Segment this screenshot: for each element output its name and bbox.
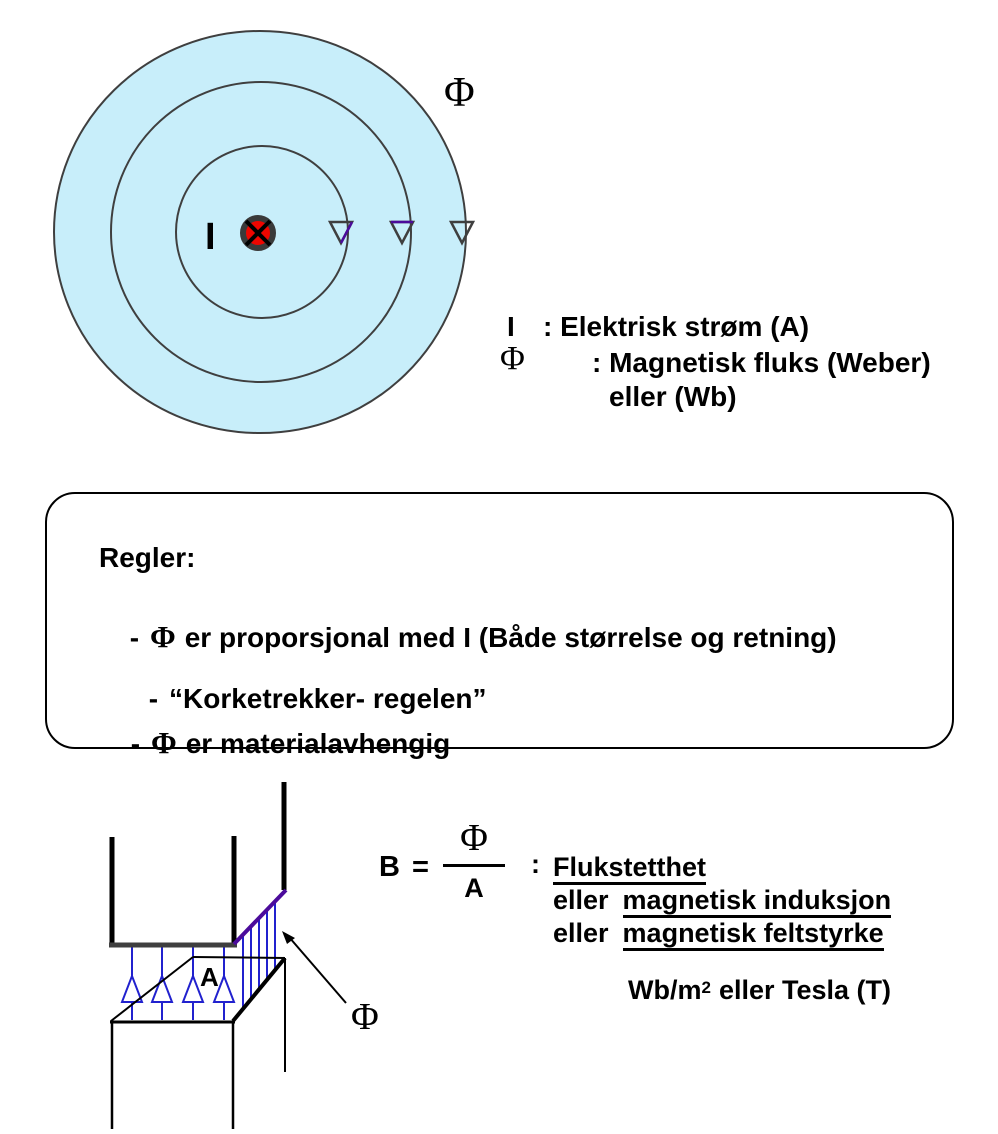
units-exponent: 2 [701, 978, 711, 997]
rule-text: er materialavhengig [185, 728, 451, 759]
formula-lhs: B = [379, 851, 431, 883]
flux-label-bottom: Φ [351, 996, 379, 1038]
units-rest: eller Tesla (T) [718, 975, 892, 1005]
current-label: I [205, 216, 216, 258]
area-label: A [200, 962, 219, 992]
upper-conductor [109, 836, 237, 946]
definition-line [553, 852, 891, 885]
rules-title: Regler: [99, 542, 196, 573]
rule-text: “Korketrekker- regelen” [169, 683, 487, 714]
legend-current-symbol: I [507, 311, 515, 342]
fraction-numerator: Φ [460, 817, 488, 859]
units-base: Wb/m [628, 975, 702, 1005]
legend-flux-symbol: Φ [500, 340, 525, 377]
phi-symbol: Φ [150, 619, 176, 654]
bullet-dash: - [130, 728, 141, 759]
fraction [443, 817, 505, 904]
flux-density-diagram [0, 770, 430, 1134]
legend-flux-alt-text: eller (Wb) [609, 381, 737, 412]
definition-line [553, 885, 891, 918]
bullet-dash: - [129, 622, 140, 653]
flux-circles-diagram [0, 0, 540, 470]
eller-word: eller [553, 918, 609, 948]
formula-colon: : [531, 849, 540, 879]
definition-induction: magnetisk induksjon [623, 885, 892, 918]
eller-word: eller [553, 885, 609, 915]
rules-box [45, 492, 954, 760]
flux-label-top: Φ [444, 70, 475, 116]
phi-symbol: Φ [151, 725, 177, 760]
rule-text: er proporsjonal med I (Både størrelse og retning) [184, 622, 837, 653]
definition-fieldstrength: magnetisk feltstyrke [623, 918, 884, 951]
fraction-denominator: A [464, 873, 484, 903]
legend-flux-text: : Magnetisk fluks (Weber) [592, 347, 931, 378]
definition-fluxdensity: Flukstetthet [553, 852, 706, 885]
flux-pointer-arrow [282, 931, 346, 1003]
legend-current-text: : Elektrisk strøm (A) [543, 311, 810, 342]
units-line [628, 975, 891, 1006]
bullet-dash: - [148, 683, 159, 714]
formula-definitions [553, 852, 891, 951]
fraction-bar [443, 864, 505, 867]
flux-arrowhead-icon [152, 976, 172, 1002]
definition-line [553, 918, 891, 951]
